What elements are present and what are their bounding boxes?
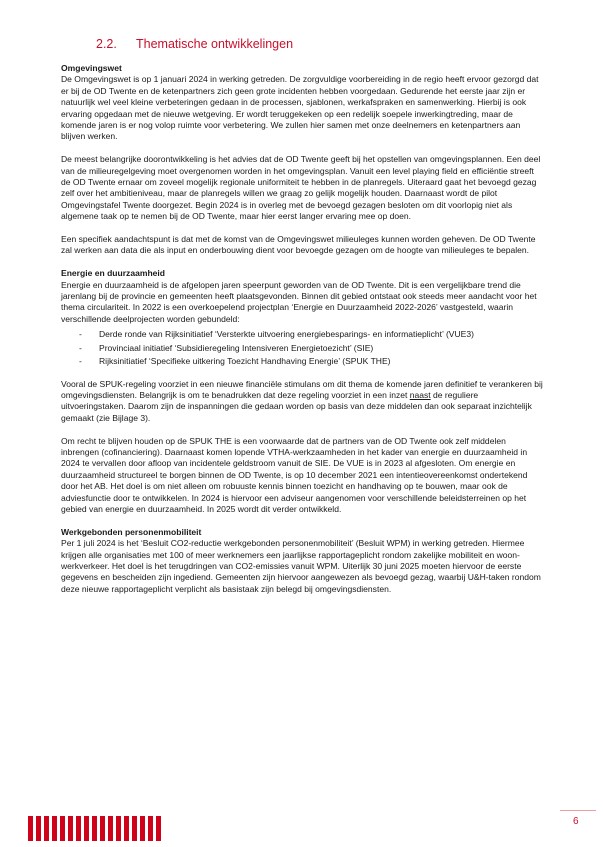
section-number: 2.2. [96,37,117,51]
list-dash: - [79,329,82,340]
energie-paragraph-1: Energie en duurzaamheid is de afgelopen jaren speerpunt geworden van de OD Twente. Dit is een vergelijkbare trend die jarenlang bij de provincie en gemeenten heeft plaatsgevonden. Binnen dit gebied ontstaat ook steeds meer aandacht voor het thema circulariteit. In 2022 is een overkoepelend projectplan ‘Energie en Duurzaamheid 2022-2026’ vastgesteld, waarin verschillende deelprojecten worden gebundeld: [61,279,537,324]
footer-stripe [132,816,137,841]
footer-stripe [116,816,121,841]
footer-stripe [84,816,89,841]
energie-paragraph-2: Vooral de SPUK-regeling voorziet in een nieuwe financiële stimulans om dit thema de komende jaren definitief te verankeren bij omgevingsdiensten. Belangrijk is om te benadrukken dat deze regeling voorziet in een inzet naast de reguliere uitvoeringstaken. Daarom zijn de inspanningen die gedaan worden op basis van deze middelen dan ook separaat inzichtelijk gemaakt (zie Bijlage 3). [61,378,543,423]
emphasis-underlined: naast [409,389,431,400]
footer-stripe [44,816,49,841]
footer-stripe [156,816,161,841]
footer-stripe [92,816,97,841]
mobiliteit-title: Werkgebonden personenmobiliteit [61,526,202,537]
mobiliteit-paragraph-1: Per 1 juli 2024 is het ‘Besluit CO2-reductie werkgebonden personenmobiliteit’ (Besluit WPM) in werking getreden. Hiermee krijgen alle organisaties met 100 of meer werknemers een jaarlijkse rapportageplicht rondom zakelijke mobiliteit en woon-werkverkeer. Het doel is het terugdringen van CO2-emissies vanuit WPM. Uiterlijk 30 juni 2025 moeten hiervoor de eerste gegevens en bescheiden zijn ingediend. Gemeenten zijn hiervoor aangewezen als bevoegd gezag, waarbij U&H-taken rondom deze nieuwe rapportageplicht verplicht als basistaak zijn belegd bij omgevingsdiensten. [61,538,541,594]
footer-stripe [28,816,33,841]
energie-title: Energie en duurzaamheid [61,268,166,279]
page-number: 6 [573,816,579,827]
omgevingswet-paragraph-2: De meest belangrijke doorontwikkeling is het advies dat de OD Twente geeft bij het opstellen van omgevingsplannen. Een deel van de milieuregelgeving moet overgenomen worden in het omgevingsplan. Vanuit een level playing field en efficiëntie streeft de OD Twente ernaar om zoveel mogelijk regionale uniformiteit te hebben in de planregels. Uiteraard gaat het bevoegd gezag zelf over het ambitieniveau, maar de planregels willen we graag zo gelijk mogelijk houden. Daarnaast wordt de pilot Omgevingstafel Twente doorgezet. Begin 2024 is in overleg met de bevoegd gezagen besloten om dit voorlopig niet als algemene taak op te nemen bij de OD Twente, maar hier eerst langer ervaring mee op doen. [61,154,541,222]
list-item: - Derde ronde van Rijksinitiatief ‘Versterkte uitvoering energiebesparings- en informatieplicht’ (VUE3) [79,329,474,340]
footer-stripe [60,816,65,841]
deelprojecten-list [61,329,543,367]
page-number-rule [560,810,596,811]
footer-stripe-decoration [28,816,161,841]
list-dash: - [79,342,82,353]
energie-paragraph-3: Om recht te blijven houden op de SPUK THE is een voorwaarde dat de partners van de OD Twente ook zelf middelen inbrengen (cofinanciering). Daarnaast komen lopende VTHA-werkzaamheden in het kader van energie en duurzaamheid in 2024 te vervallen door afloop van incidentele geldstroom vanuit de SIE. De VUE is in 2023 al afgesloten. Om energie en duurzaamheid structureel te borgen binnen de OD Twente, is op 10 december 2021 een intentieovereenkomst ondertekend door het AB. Het doel is om niet alleen om robuuste kennis binnen toezicht en handhaving op te bouwen, maar ook de adviesfunctie door te ontwikkelen. In 2024 is hiervoor een adviseur aangenomen voor verschillende beleidsterreinen op het gebied van energie en duurzaamheid. In 2025 wordt dit verder ontwikkeld. [61,435,528,514]
page-content [61,63,543,607]
footer-stripe [68,816,73,841]
footer-stripe [124,816,129,841]
footer-stripe [140,816,145,841]
section-title: Thematische ontwikkelingen [136,37,294,51]
footer-stripe [36,816,41,841]
list-dash: - [79,356,82,367]
omgevingswet-title: Omgevingswet [61,63,122,73]
list-item: - Rijksinitiatief ‘Specifieke uitkering Toezicht Handhaving Energie’ (SPUK THE) [79,356,391,367]
section-heading [96,37,293,51]
footer-stripe [52,816,57,841]
list-item: - Provinciaal initiatief ‘Subsidieregeling Intensiveren Energietoezicht’ (SIE) [79,342,374,353]
omgevingswet-paragraph-3: Een specifiek aandachtspunt is dat met de komst van de Omgevingswet milieuleges kunnen worden geheven. De OD Twente zal werken aan data die als input en onderbouwing dient voor bevoegde gezagen om de hoogte van milieuleges te bepalen. [61,234,536,256]
footer-stripe [100,816,105,841]
footer-stripe [148,816,153,841]
footer-stripe [76,816,81,841]
omgevingswet-paragraph-1: De Omgevingswet is op 1 januari 2024 in werking getreden. De zorgvuldige voorbereiding in de regio heeft ervoor gezorgd dat er bij de OD Twente en de ketenpartners zich geen grote incidenten hebben voorgedaan. Gedurende het eerste jaar zijn er natuurlijk wel veel kleine verbeteringen gedaan in de processen, sjablonen, werkafspraken en samenwerking. Hierbij is ook ervaring opgedaan met de nieuwe wetgeving. Er wordt teruggekeken op een redelijk soepele inwerkingtreding, maar de komende jaren is er nog volop ruimte voor verbetering. We zullen hier samen met onze deelnemers en ketenpartners aan blijven werken. [61,74,539,142]
footer-stripe [108,816,113,841]
